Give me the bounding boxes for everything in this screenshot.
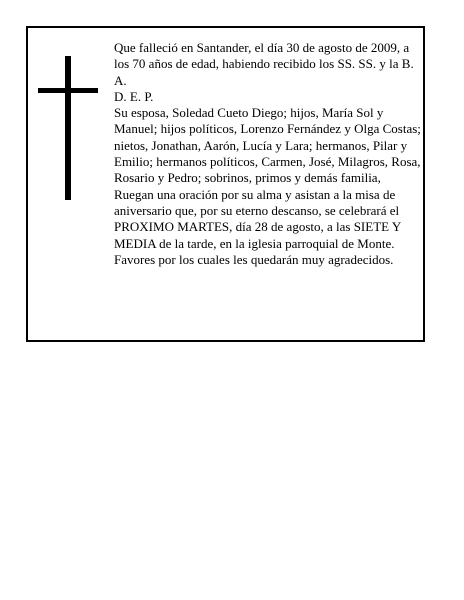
death-announcement: Que falleció en Santander, el día 30 de agosto de 2009, a los 70 años de edad, habiendo recibido los SS. SS. y la B. A. — [114, 40, 414, 88]
cross-icon — [38, 56, 98, 200]
mass-invitation: Ruegan una oración por su alma y asistan a la misa de aniversario que, por su eterno descanso, se celebrará el PROXIMO MARTES, día 28 de agosto, a las SIETE Y MEDIA de la tarde, en la iglesia parroquial de Monte. — [114, 186, 401, 251]
closing-thanks: Favores por los cuales les quedarán muy agradecidos. — [114, 251, 394, 267]
cross-horizontal-bar — [38, 88, 98, 93]
obituary-notice — [26, 26, 425, 342]
notice-text — [114, 40, 422, 268]
cross-vertical-bar — [65, 56, 71, 200]
family-list: Su esposa, Soledad Cueto Diego; hijos, María Sol y Manuel; hijos políticos, Lorenzo Fernández y Olga Costas; nietos, Jonathan, Aarón, Lucía y Lara; hermanos, Pilar y Emilio; hermanos políticos, Carmen, José, Milagros, Rosa, Rosario y Pedro; sobrinos, primos y demás familia, — [114, 105, 421, 186]
rest-in-peace: D. E. P. — [114, 88, 154, 104]
